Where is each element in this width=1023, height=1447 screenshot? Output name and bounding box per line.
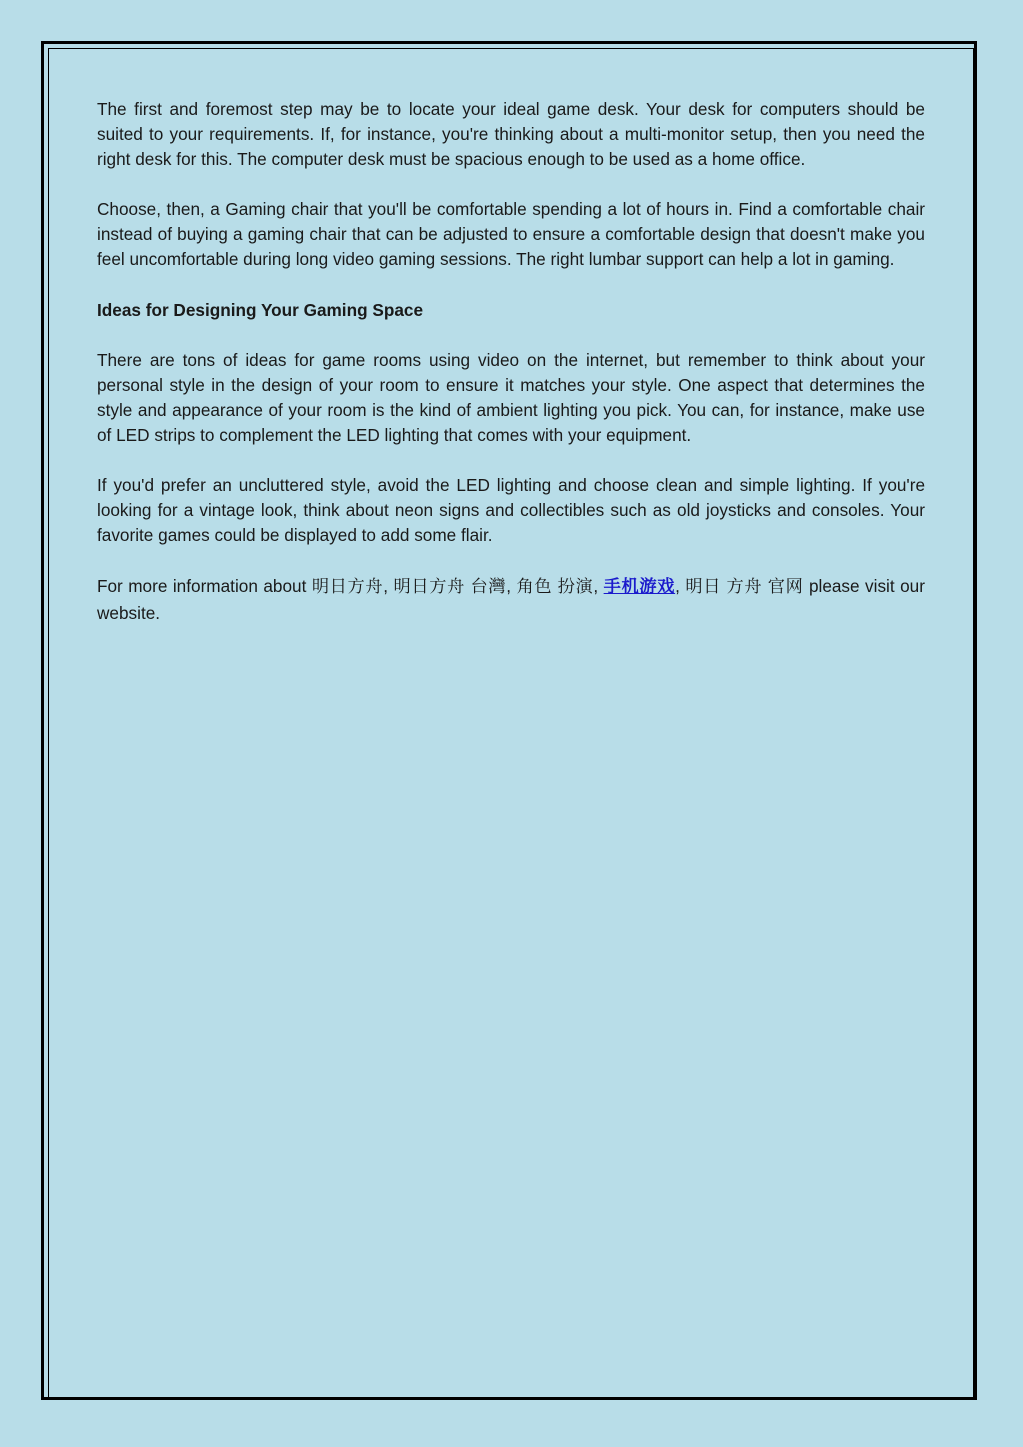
- paragraph-desk: The first and foremost step may be to locate your ideal game desk. Your desk for computers should be suited to your requirements. If, for instance, you're thinking about a multi-monitor setup, then you need the right desk for this. The computer desk must be spacious enough to be used as a home office.: [97, 99, 925, 170]
- separator: ,: [506, 576, 517, 597]
- separator: ,: [383, 576, 394, 597]
- term-arknights-official: 明日 方舟 官网: [685, 576, 804, 597]
- section-heading: Ideas for Designing Your Gaming Space: [97, 299, 423, 320]
- paragraph-more-info: [97, 573, 925, 627]
- mobile-games-link[interactable]: 手机游戏: [603, 576, 676, 597]
- paragraph-style: If you'd prefer an uncluttered style, avoid the LED lighting and choose clean and simple lighting. If you're looking for a vintage look, think about neon signs and collectibles such as old joysticks and consoles. Your favorite games could be displayed to add some flair.: [97, 475, 925, 546]
- document-body: [97, 97, 925, 652]
- term-role-play: 角色 扮演: [516, 576, 594, 597]
- term-arknights: 明日方舟: [311, 576, 384, 597]
- paragraph-chair: Choose, then, a Gaming chair that you'll be comfortable spending a lot of hours in. Find a comfortable chair instead of buying a gaming chair that can be adjusted to ensure a comfortable design that doesn't make you feel uncomfortable during long video gaming sessions. The right lumbar support can help a lot in gaming.: [97, 199, 925, 270]
- more-info-suffix: please visit our website.: [97, 576, 925, 624]
- paragraph-ideas: There are tons of ideas for game rooms using video on the internet, but remember to think about your personal style in the design of your room to ensure it matches your style. One aspect that determines the style and appearance of your room is the kind of ambient lighting you pick. You can, for instance, make use of LED strips to complement the LED lighting that comes with your equipment.: [97, 349, 925, 445]
- term-arknights-taiwan: 明日方舟 台灣: [393, 576, 507, 597]
- separator: ,: [675, 576, 686, 597]
- separator: ,: [593, 576, 604, 597]
- more-info-prefix: For more information about: [97, 576, 312, 597]
